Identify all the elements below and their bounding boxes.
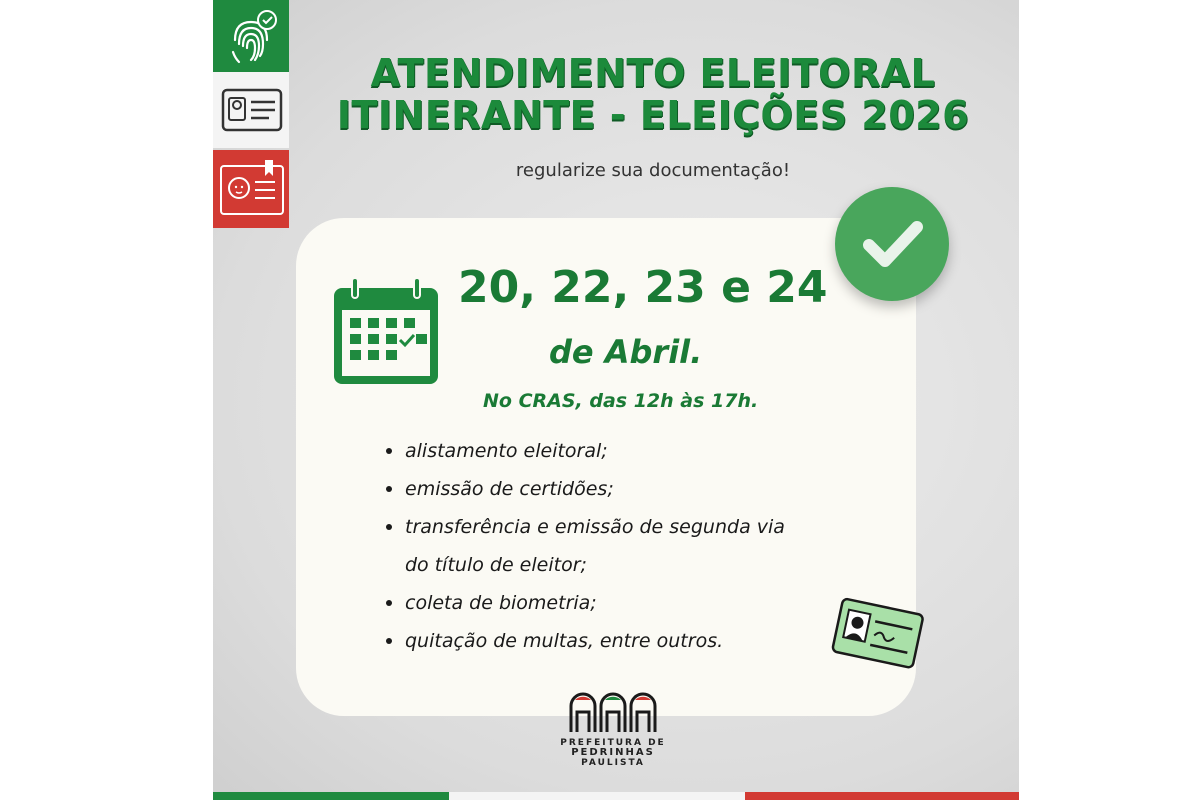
birth-certificate-tile bbox=[213, 150, 289, 228]
poster bbox=[213, 0, 1019, 800]
logo-line-1: PREFEITURA DE bbox=[560, 738, 666, 748]
birth-certificate-icon bbox=[213, 150, 289, 228]
calendar-icon bbox=[330, 276, 442, 392]
check-icon bbox=[835, 187, 949, 301]
event-place-time: No CRAS, das 12h às 17h. bbox=[483, 390, 759, 412]
city-logo bbox=[558, 690, 668, 768]
service-text: emissão de certidões; bbox=[405, 478, 614, 500]
bullet bbox=[386, 486, 392, 492]
service-text: alistamento eleitoral; bbox=[405, 440, 608, 462]
bullet bbox=[386, 448, 392, 454]
check-badge bbox=[835, 187, 949, 301]
bullet bbox=[386, 600, 392, 606]
logo-line-2: PEDRINHAS bbox=[571, 747, 655, 758]
fingerprint-icon bbox=[213, 0, 289, 72]
service-text: quitação de multas, entre outros. bbox=[405, 630, 724, 652]
title-line-2: ITINERANTE - ELEIÇÕES 2026 bbox=[336, 93, 970, 137]
service-text: transferência e emissão de segunda via bbox=[405, 516, 785, 538]
list-item bbox=[383, 432, 903, 470]
event-month: de Abril. bbox=[549, 333, 703, 371]
id-document-tile bbox=[213, 72, 289, 148]
list-item bbox=[383, 470, 903, 508]
subtitle: regularize sua documentação! bbox=[515, 160, 791, 181]
id-document-icon bbox=[213, 72, 289, 148]
service-text: do título de eleitor; bbox=[405, 554, 587, 576]
list-item bbox=[383, 508, 903, 546]
logo-line-3: PAULISTA bbox=[581, 758, 645, 768]
fingerprint-tile bbox=[213, 0, 289, 72]
flag-bar-red bbox=[745, 792, 1019, 800]
bullet bbox=[386, 524, 392, 530]
title-line-1: ATENDIMENTO ELEITORAL bbox=[370, 51, 936, 95]
poster-title bbox=[303, 52, 1003, 136]
list-item-continuation bbox=[383, 546, 903, 584]
voter-id-card-icon bbox=[827, 590, 927, 678]
bullet bbox=[386, 638, 392, 644]
services-list bbox=[383, 432, 903, 660]
list-item bbox=[383, 622, 903, 660]
event-dates: 20, 22, 23 e 24 bbox=[458, 262, 828, 313]
flag-bar-green bbox=[213, 792, 449, 800]
flag-bar-white bbox=[449, 792, 745, 800]
list-item bbox=[383, 584, 903, 622]
service-text: coleta de biometria; bbox=[405, 592, 597, 614]
